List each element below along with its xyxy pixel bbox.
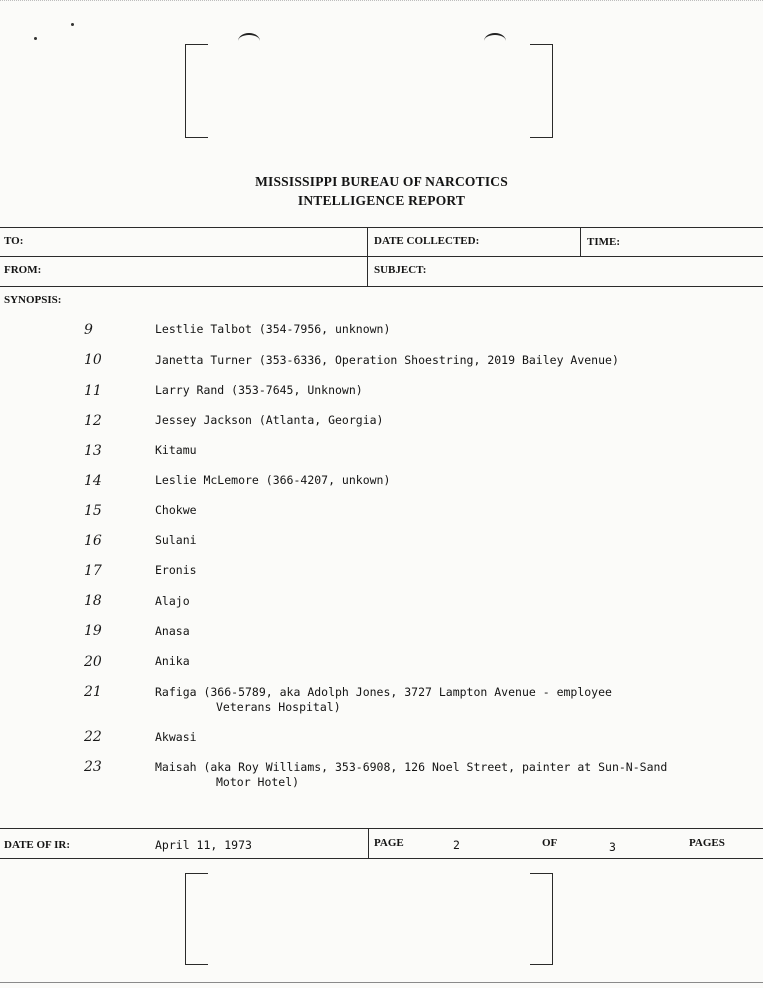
synopsis-entry: Kitamu (155, 443, 197, 457)
handwritten-number: 18 (84, 593, 102, 609)
form-rule (0, 227, 763, 228)
from-label: FROM: (4, 264, 42, 276)
synopsis-label: SYNOPSIS: (4, 294, 62, 306)
subject-label: SUBJECT: (374, 264, 427, 276)
synopsis-entry: Lestlie Talbot (354-7956, unknown) (155, 322, 391, 336)
form-divider (580, 227, 581, 256)
handwritten-number: 22 (84, 729, 102, 745)
bottom-edge (0, 982, 763, 983)
synopsis-entry: Anasa (155, 624, 190, 638)
form-rule (0, 256, 763, 257)
ink-speck (34, 37, 37, 40)
synopsis-entry: Rafiga (366-5789, aka Adolph Jones, 3727 Lampton Avenue - employee (155, 685, 612, 699)
synopsis-entry: Janetta Turner (353-6336, Operation Shoestring, 2019 Bailey Avenue) (155, 353, 619, 367)
date-of-ir-label: DATE OF IR: (4, 839, 70, 851)
handwritten-number: 23 (84, 759, 102, 775)
to-label: TO: (4, 235, 24, 247)
page-label: PAGE (374, 837, 404, 849)
synopsis-entry: Sulani (155, 533, 197, 547)
handwritten-number: 20 (84, 654, 102, 670)
synopsis-entry: Jessey Jackson (Atlanta, Georgia) (155, 413, 384, 427)
synopsis-entry: Chokwe (155, 503, 197, 517)
top-right-bracket (530, 44, 553, 138)
ink-speck (71, 23, 74, 26)
bottom-right-bracket (530, 873, 553, 965)
synopsis-entry: Maisah (aka Roy Williams, 353-6908, 126 Noel Street, painter at Sun-N-Sand (155, 760, 668, 774)
footer-rule (0, 858, 763, 859)
total-pages: 3 (609, 840, 616, 854)
footer-rule (0, 828, 763, 829)
punch-hole-mark (484, 33, 506, 49)
synopsis-entry: Larry Rand (353-7645, Unknown) (155, 383, 363, 397)
punch-hole-mark (238, 33, 260, 49)
handwritten-number: 13 (84, 443, 102, 459)
handwritten-number: 9 (84, 322, 93, 338)
synopsis-entry: Leslie McLemore (366-4207, unkown) (155, 473, 391, 487)
bottom-left-bracket (185, 873, 208, 965)
handwritten-number: 14 (84, 473, 102, 489)
synopsis-entry: Eronis (155, 563, 197, 577)
handwritten-number: 11 (84, 383, 102, 399)
handwritten-number: 21 (84, 684, 102, 700)
of-label: OF (542, 837, 558, 849)
synopsis-entry-continuation: Motor Hotel) (216, 775, 300, 789)
top-left-bracket (185, 44, 208, 138)
time-label: TIME: (587, 236, 620, 248)
synopsis-entry: Anika (155, 654, 190, 668)
synopsis-entry: Alajo (155, 594, 190, 608)
handwritten-number: 16 (84, 533, 102, 549)
footer-divider (368, 828, 369, 858)
agency-title: MISSISSIPPI BUREAU OF NARCOTICS (255, 174, 508, 189)
report-title: INTELLIGENCE REPORT (297, 193, 466, 208)
handwritten-number: 15 (84, 503, 102, 519)
top-perforation (0, 0, 763, 1)
date-of-ir-value: April 11, 1973 (155, 838, 252, 852)
form-rule (0, 286, 763, 287)
form-divider (367, 227, 368, 286)
handwritten-number: 19 (84, 623, 102, 639)
page-number: 2 (453, 838, 460, 852)
date-collected-label: DATE COLLECTED: (374, 235, 480, 247)
pages-label: PAGES (689, 837, 725, 849)
synopsis-entry-continuation: Veterans Hospital) (216, 700, 341, 714)
synopsis-entry: Akwasi (155, 730, 197, 744)
handwritten-number: 17 (84, 563, 102, 579)
handwritten-number: 12 (84, 413, 102, 429)
handwritten-number: 10 (84, 352, 102, 368)
